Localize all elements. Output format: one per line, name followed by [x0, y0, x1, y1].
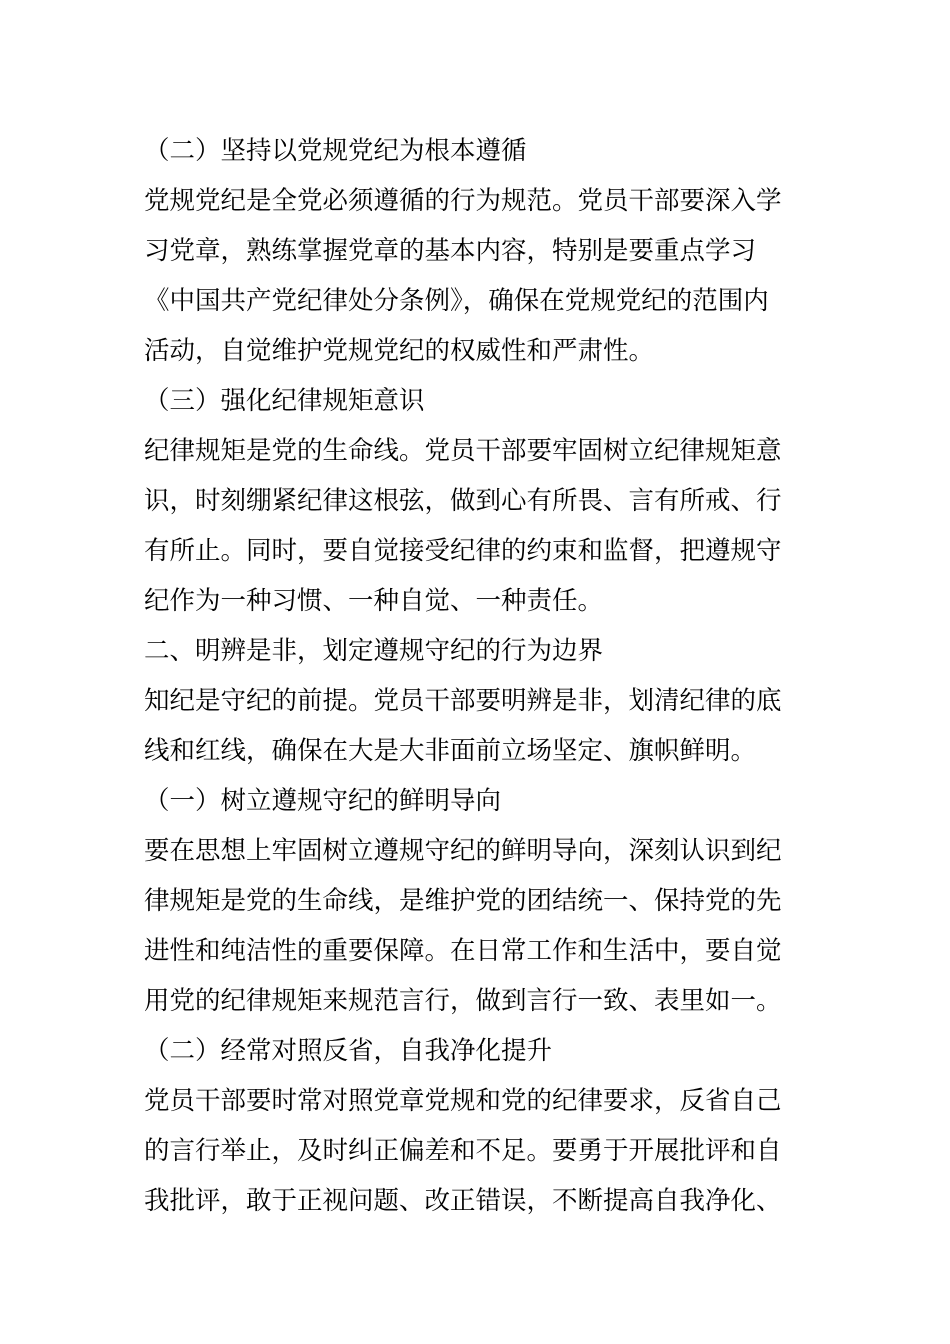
paragraph-line: 识，时刻绷紧纪律这根弦，做到心有所畏、言有所戒、行	[144, 486, 782, 516]
paragraph-line: 的言行举止，及时纠正偏差和不足。要勇于开展批评和自	[144, 1136, 782, 1166]
paragraph-line: 活动，自觉维护党规党纪的权威性和严肃性。	[144, 336, 655, 366]
paragraph-line: 用党的纪律规矩来规范言行，做到言行一致、表里如一。	[144, 986, 782, 1016]
paragraph-line: 党员干部要时常对照党章党规和党的纪律要求，反省自己	[144, 1086, 782, 1116]
section-heading: （二）经常对照反省，自我净化提升	[144, 1036, 553, 1066]
paragraph-line: 线和红线，确保在大是大非面前立场坚定、旗帜鲜明。	[144, 736, 757, 766]
paragraph-line: 有所止。同时，要自觉接受纪律的约束和监督，把遵规守	[144, 536, 782, 566]
paragraph-line: 知纪是守纪的前提。党员干部要明辨是非，划清纪律的底	[144, 686, 782, 716]
section-heading: （二）坚持以党规党纪为根本遵循	[144, 136, 527, 166]
paragraph-line: 纪律规矩是党的生命线。党员干部要牢固树立纪律规矩意	[144, 436, 782, 466]
paragraph-line: 《中国共产党纪律处分条例》，确保在党规党纪的范围内	[144, 286, 769, 316]
paragraph-line: 纪作为一种习惯、一种自觉、一种责任。	[144, 586, 604, 616]
paragraph-line: 要在思想上牢固树立遵规守纪的鲜明导向，深刻认识到纪	[144, 836, 782, 866]
paragraph-line: 进性和纯洁性的重要保障。在日常工作和生活中，要自觉	[144, 936, 782, 966]
paragraph-line: 律规矩是党的生命线，是维护党的团结统一、保持党的先	[144, 886, 782, 916]
paragraph-line: 习党章，熟练掌握党章的基本内容，特别是要重点学习	[144, 236, 757, 266]
chapter-heading: 二、明辨是非，划定遵规守纪的行为边界	[144, 636, 604, 666]
document-body	[144, 126, 809, 1226]
section-heading: （三）强化纪律规矩意识	[144, 386, 425, 416]
paragraph-line: 党规党纪是全党必须遵循的行为规范。党员干部要深入学	[144, 186, 782, 216]
section-heading: （一）树立遵规守纪的鲜明导向	[144, 786, 502, 816]
paragraph-line: 我批评，敢于正视问题、改正错误，不断提高自我净化、	[144, 1186, 782, 1216]
